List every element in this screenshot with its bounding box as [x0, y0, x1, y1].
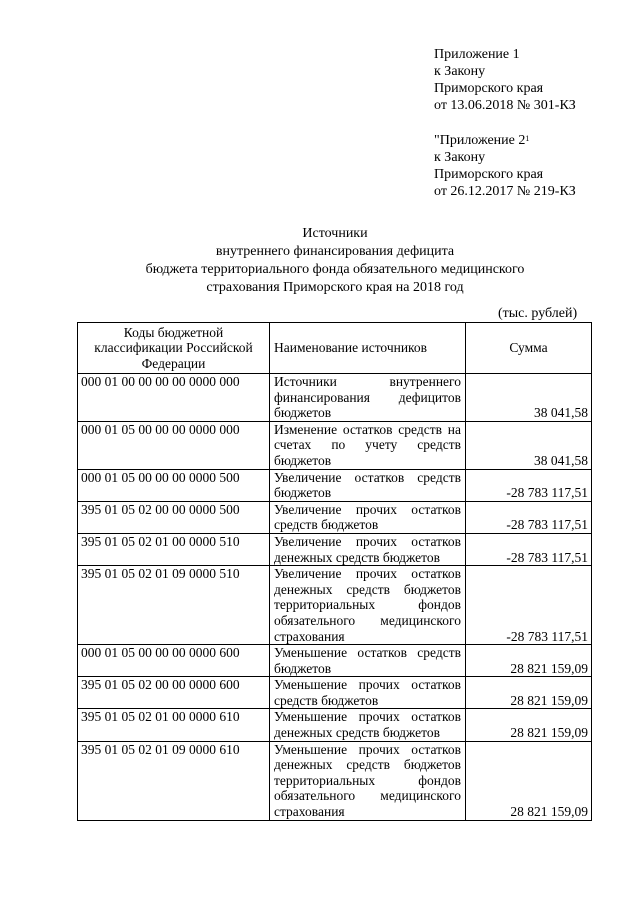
- row-code: 395 01 05 02 00 00 0000 600: [78, 677, 270, 709]
- row-sum: 28 821 159,09: [466, 645, 592, 677]
- table-row: [78, 501, 592, 533]
- appendix-2-title: "Приложение 2: [434, 133, 526, 148]
- appendix-1-line: к Закону: [434, 64, 486, 79]
- row-code: 395 01 05 02 01 09 0000 610: [78, 741, 270, 820]
- table-row: [78, 709, 592, 741]
- title-line: Источники: [302, 226, 368, 241]
- appendix-2-line: [434, 132, 576, 149]
- row-name: Уменьшение прочих остатков денежных средств бюджетов территориальных фондов обязательного медицинского страхования: [270, 741, 466, 820]
- row-name: Уменьшение прочих остатков денежных средств бюджетов: [270, 709, 466, 741]
- row-code: 395 01 05 02 01 09 0000 510: [78, 566, 270, 645]
- title-line: бюджета территориального фонда обязательного медицинского: [145, 262, 525, 277]
- row-name: Увеличение остатков средств бюджетов: [270, 469, 466, 501]
- units-label: (тыс. рублей): [498, 306, 578, 321]
- row-code: 000 01 00 00 00 00 0000 000: [78, 374, 270, 422]
- appendix-1-line: Приложение 1: [434, 47, 520, 62]
- row-name: Уменьшение остатков средств бюджетов: [270, 645, 466, 677]
- appendix-2-block: [434, 132, 576, 200]
- header-name: Наименование источников: [270, 323, 466, 374]
- row-code: 000 01 05 00 00 00 0000 000: [78, 421, 270, 469]
- row-sum: 38 041,58: [466, 421, 592, 469]
- row-code: 395 01 05 02 00 00 0000 500: [78, 501, 270, 533]
- table-body: [78, 374, 592, 821]
- table-row: [78, 533, 592, 565]
- row-sum: 28 821 159,09: [466, 741, 592, 820]
- row-name: Увеличение прочих остатков средств бюджетов: [270, 501, 466, 533]
- row-code: 000 01 05 00 00 00 0000 600: [78, 645, 270, 677]
- row-code: 395 01 05 02 01 00 0000 510: [78, 533, 270, 565]
- appendix-1-block: [434, 46, 576, 114]
- row-name: Источники внутреннего финансирования дефицитов бюджетов: [270, 374, 466, 422]
- table-row: [78, 677, 592, 709]
- row-code: 000 01 05 00 00 00 0000 500: [78, 469, 270, 501]
- row-sum: -28 783 117,51: [466, 533, 592, 565]
- row-name: Увеличение прочих остатков денежных средств бюджетов: [270, 533, 466, 565]
- table-row: [78, 469, 592, 501]
- row-name: Увеличение прочих остатков денежных средств бюджетов территориальных фондов обязательного медицинского страхования: [270, 566, 466, 645]
- sources-table: [77, 322, 592, 821]
- row-name: Уменьшение прочих остатков средств бюджетов: [270, 677, 466, 709]
- row-sum: 28 821 159,09: [466, 677, 592, 709]
- title-line: страхования Приморского края на 2018 год: [206, 280, 464, 295]
- row-sum: 38 041,58: [466, 374, 592, 422]
- document-title: [0, 225, 640, 297]
- table-row: [78, 566, 592, 645]
- table-row: [78, 421, 592, 469]
- appendix-1-line: от 13.06.2018 № 301-КЗ: [434, 98, 576, 113]
- appendix-2-line: от 26.12.2017 № 219-КЗ: [434, 184, 576, 199]
- appendix-2-superscript: 1: [525, 134, 530, 143]
- table-row: [78, 374, 592, 422]
- table-row: [78, 741, 592, 820]
- appendix-2-line: Приморского края: [434, 167, 544, 182]
- header-code: Коды бюджетной классификации Российской Федерации: [78, 323, 270, 374]
- title-line: внутреннего финансирования дефицита: [215, 244, 455, 259]
- appendix-2-line: к Закону: [434, 150, 486, 165]
- table-header-row: [78, 323, 592, 374]
- appendix-1-line: Приморского края: [434, 81, 544, 96]
- row-name: Изменение остатков средств на счетах по учету средств бюджетов: [270, 421, 466, 469]
- row-sum: 28 821 159,09: [466, 709, 592, 741]
- row-sum: -28 783 117,51: [466, 566, 592, 645]
- row-sum: -28 783 117,51: [466, 469, 592, 501]
- row-code: 395 01 05 02 01 00 0000 610: [78, 709, 270, 741]
- row-sum: -28 783 117,51: [466, 501, 592, 533]
- header-sum: Сумма: [466, 323, 592, 374]
- table-row: [78, 645, 592, 677]
